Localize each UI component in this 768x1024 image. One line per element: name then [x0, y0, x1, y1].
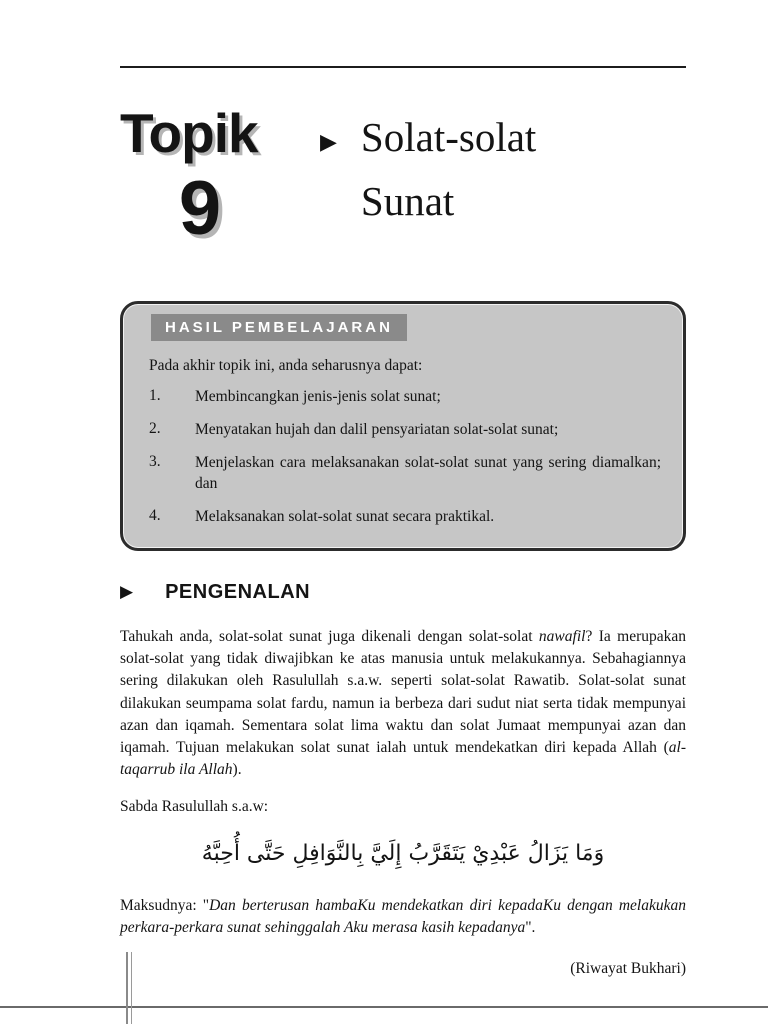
page-title-line-2: Sunat [360, 177, 455, 224]
scan-artifact-vertical-line [126, 952, 128, 1024]
translation-prefix: Maksudnya: " [120, 896, 210, 914]
outcome-item [149, 420, 661, 441]
scan-artifact-vertical-line [131, 952, 132, 1024]
outcome-item [149, 387, 661, 408]
page-title [361, 106, 536, 247]
hadith-arabic-text: وَمَا يَزَالُ عَبْدِيْ يَتَقَرَّبُ إِلَيَّ بِالنَّوَافِلِ حَتَّى أُحِبَّهُ [201, 840, 605, 866]
intro-paragraph-text: ? Ia merupakan solat-solat yang tidak diwajibkan ke atas manusia untuk melakukannya. Sebahagiannya sering dilakukan oleh Rasulullah s.a.w. seperti solat-solat Rawatib. Solat-solat sunat dilakukan seumpama solat fardu, namun ia berbeza dari sudut niat serta tidak mempunyai azan dan iqamah. Sementara solat lima waktu dan solat Jumaat mempunyai azan dan iqamah. Tujuan melakukan solat sunat ialah untuk mendekatkan diri kepada Allah ( [120, 627, 686, 757]
translation-paragraph [120, 895, 686, 940]
intro-paragraph [120, 626, 686, 782]
topic-arrow-icon: ▶ [320, 130, 337, 155]
topic-header [120, 102, 686, 251]
translation-italic-text: Dan berterusan hambaKu mendekatkan diri kepadaKu dengan melakukan perkara-perkara sunat sehinggalah Aku merasa kasih kepadanya [120, 896, 686, 937]
intro-paragraph-text: ). [232, 761, 242, 779]
translation-suffix: ". [525, 919, 536, 937]
section-heading-pengenalan: PENGENALAN [165, 580, 311, 603]
outcome-item [149, 507, 661, 528]
intro-paragraph-italic-taqarrub: al-taqarrub ila Allah [120, 739, 686, 779]
outcome-item-number: 1. [149, 387, 161, 404]
intro-paragraph-italic-nawafil: nawafil [538, 627, 586, 645]
outcome-item-number: 4. [149, 506, 161, 524]
outcome-item-text: Melaksanakan solat-solat sunat secara praktikal. [195, 507, 495, 525]
outcome-item-text: Membincangkan jenis-jenis solat sunat; [195, 388, 441, 405]
intro-paragraph-text: Tahukah anda, solat-solat sunat juga dikenali dengan solat-solat [120, 627, 539, 645]
learning-outcomes-intro: Pada akhir topik ini, anda seharusnya dapat: [149, 357, 423, 374]
attribution-line: (Riwayat Bukhari) [570, 959, 686, 977]
outcome-item-text: Menjelaskan cara melaksanakan solat-solat sunat yang sering diamalkan; dan [195, 453, 661, 492]
section-arrow-icon: ▶ [120, 581, 134, 602]
top-rule-divider [120, 66, 686, 68]
outcome-item-number: 2. [149, 419, 161, 437]
outcome-item-text: Menyatakan hujah dan dalil pensyariatan solat-solat sunat; [195, 420, 559, 438]
section-heading-row [120, 581, 686, 604]
topik-label: Topik [120, 102, 258, 164]
topik-number: 9 [178, 166, 222, 251]
outcome-item [149, 453, 661, 495]
learning-outcomes-box [120, 301, 686, 551]
page-content [120, 0, 686, 978]
outcome-item-number: 3. [149, 452, 161, 470]
scan-artifact-horizontal-line [0, 1006, 768, 1008]
topic-number-block [120, 102, 306, 251]
page-title-line-1: Solat-solat [360, 114, 537, 160]
learning-outcomes-heading: HASIL PEMBELAJARAN [151, 314, 407, 341]
sabda-line: Sabda Rasulullah s.a.w: [120, 797, 269, 815]
